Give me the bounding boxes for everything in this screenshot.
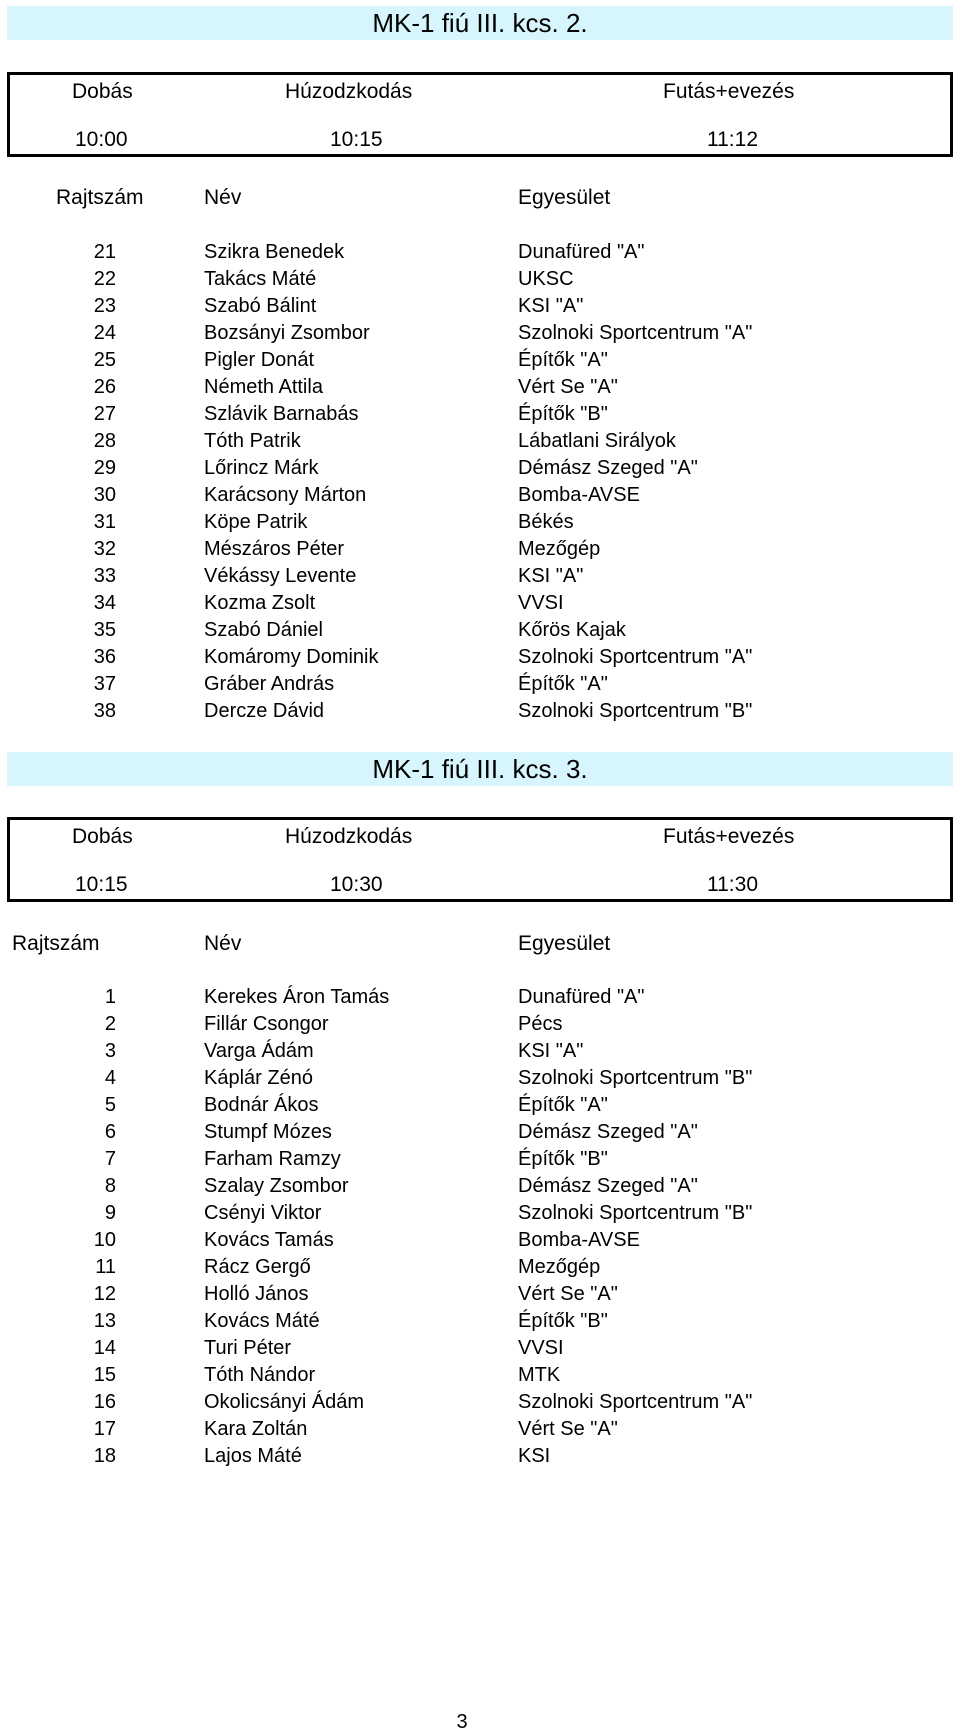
- start-number: 1: [104, 986, 116, 1008]
- table-row: [0, 401, 960, 428]
- schedule-time-futas-evezes: 11:30: [707, 873, 758, 896]
- club-name: VVSI: [518, 592, 564, 614]
- schedule-label-futas-evezes: Futás+evezés: [663, 825, 795, 848]
- club-name: Vért Se "A": [518, 1283, 618, 1305]
- table-row: [0, 1362, 960, 1389]
- column-header-rajtszam: Rajtszám: [56, 186, 144, 209]
- column-header-nev: Név: [204, 932, 242, 955]
- competitor-name: Szabó Bálint: [204, 295, 317, 317]
- start-number: 4: [104, 1067, 116, 1089]
- start-number: 30: [93, 484, 116, 506]
- table-row: [0, 1011, 960, 1038]
- page-number: 3: [456, 1711, 468, 1733]
- club-name: Pécs: [518, 1013, 563, 1035]
- club-name: Szolnoki Sportcentrum "A": [518, 646, 753, 668]
- start-number: 22: [93, 268, 116, 290]
- competitor-name: Dercze Dávid: [204, 700, 325, 722]
- start-number: 25: [93, 349, 116, 371]
- table-row: [0, 698, 960, 725]
- club-name: Bomba-AVSE: [518, 484, 640, 506]
- table-row: [0, 293, 960, 320]
- table-row: [0, 1254, 960, 1281]
- start-number: 14: [93, 1337, 116, 1359]
- schedule-time-dobas: 10:15: [75, 873, 128, 896]
- start-number: 7: [104, 1148, 116, 1170]
- start-number: 8: [104, 1175, 116, 1197]
- table-row: [0, 239, 960, 266]
- start-number: 37: [93, 673, 116, 695]
- start-number: 16: [93, 1391, 116, 1413]
- club-name: Építők "B": [518, 1148, 608, 1170]
- start-number: 28: [93, 430, 116, 452]
- club-name: Szolnoki Sportcentrum "B": [518, 1067, 753, 1089]
- competitor-name: Mészáros Péter: [204, 538, 345, 560]
- table-row: [0, 536, 960, 563]
- start-number: 10: [93, 1229, 116, 1251]
- competitor-name: Szabó Dániel: [204, 619, 323, 641]
- table-row: [0, 1443, 960, 1470]
- table-row: [0, 1416, 960, 1443]
- column-header-rajtszam: Rajtszám: [12, 932, 100, 955]
- competitor-name: Tóth Nándor: [204, 1364, 316, 1386]
- column-header-egyesulet: Egyesület: [518, 932, 611, 955]
- club-name: Lábatlani Sirályok: [518, 430, 676, 452]
- table-row: [0, 563, 960, 590]
- start-number: 36: [93, 646, 116, 668]
- start-number: 6: [104, 1121, 116, 1143]
- column-header-nev: Név: [204, 186, 242, 209]
- competitor-name: Tóth Patrik: [204, 430, 301, 452]
- club-name: Mezőgép: [518, 538, 601, 560]
- club-name: MTK: [518, 1364, 561, 1386]
- club-name: Szolnoki Sportcentrum "B": [518, 1202, 753, 1224]
- start-number: 24: [93, 322, 116, 344]
- club-name: Szolnoki Sportcentrum "A": [518, 322, 753, 344]
- club-name: Vért Se "A": [518, 1418, 618, 1440]
- schedule-time-huzodzkodas: 10:30: [330, 873, 383, 896]
- club-name: Építők "B": [518, 403, 608, 425]
- competitor-name: Németh Attila: [204, 376, 323, 398]
- start-number: 17: [93, 1418, 116, 1440]
- table-row: [0, 1065, 960, 1092]
- competitor-name: Kerekes Áron Tamás: [204, 986, 390, 1008]
- table-row: [0, 347, 960, 374]
- competitor-name: Karácsony Márton: [204, 484, 367, 506]
- schedule-label-dobas: Dobás: [72, 825, 133, 848]
- competitor-name: Kovács Máté: [204, 1310, 320, 1332]
- competitor-name: Komáromy Dominik: [204, 646, 379, 668]
- column-header-egyesulet: Egyesület: [518, 186, 611, 209]
- competitor-name: Bozsányi Zsombor: [204, 322, 370, 344]
- club-name: KSI: [518, 1445, 551, 1467]
- table-row: [0, 617, 960, 644]
- start-number: 3: [104, 1040, 116, 1062]
- start-number: 15: [93, 1364, 116, 1386]
- table-row: [0, 1335, 960, 1362]
- competitor-name: Pigler Donát: [204, 349, 315, 371]
- schedule-time-huzodzkodas: 10:15: [330, 128, 383, 151]
- schedule-box: [7, 817, 953, 902]
- club-name: Szolnoki Sportcentrum "B": [518, 700, 753, 722]
- club-name: Szolnoki Sportcentrum "A": [518, 1391, 753, 1413]
- competitor-name: Vékássy Levente: [204, 565, 357, 587]
- start-number: 11: [95, 1256, 116, 1278]
- competitor-name: Farham Ramzy: [204, 1148, 341, 1170]
- start-number: 5: [104, 1094, 116, 1116]
- competitor-name: Takács Máté: [204, 268, 317, 290]
- start-number: 9: [104, 1202, 116, 1224]
- table-row: [0, 1200, 960, 1227]
- start-number: 18: [93, 1445, 116, 1467]
- table-row: [0, 1092, 960, 1119]
- competitor-name: Fillár Csongor: [204, 1013, 329, 1035]
- club-name: Építők "A": [518, 349, 608, 371]
- start-number: 35: [93, 619, 116, 641]
- club-name: Vért Se "A": [518, 376, 618, 398]
- competitor-name: Bodnár Ákos: [204, 1094, 319, 1116]
- start-number: 38: [93, 700, 116, 722]
- start-number: 31: [93, 511, 116, 533]
- table-row: [0, 1281, 960, 1308]
- start-number: 26: [93, 376, 116, 398]
- club-name: UKSC: [518, 268, 574, 290]
- table-row: [0, 509, 960, 536]
- table-row: [0, 1389, 960, 1416]
- competitor-name: Kovács Tamás: [204, 1229, 334, 1251]
- competitor-name: Köpe Patrik: [204, 511, 308, 533]
- table-row: [0, 1173, 960, 1200]
- schedule-label-huzodzkodas: Húzodzkodás: [285, 825, 413, 848]
- competitor-name: Lajos Máté: [204, 1445, 302, 1467]
- table-row: [0, 455, 960, 482]
- table-row: [0, 590, 960, 617]
- club-name: Kőrös Kajak: [518, 619, 626, 641]
- table-row: [0, 266, 960, 293]
- club-name: Mezőgép: [518, 1256, 601, 1278]
- table-row: [0, 671, 960, 698]
- section-title: MK-1 fiú III. kcs. 2.: [7, 6, 953, 40]
- table-row: [0, 374, 960, 401]
- competitor-name: Stumpf Mózes: [204, 1121, 332, 1143]
- competitor-name: Rácz Gergő: [204, 1256, 311, 1278]
- competitor-name: Lőrincz Márk: [204, 457, 319, 479]
- table-row: [0, 1119, 960, 1146]
- entry-list: [0, 239, 960, 725]
- start-number: 32: [93, 538, 116, 560]
- competitor-name: Káplár Zénó: [204, 1067, 313, 1089]
- club-name: Démász Szeged "A": [518, 1175, 698, 1197]
- club-name: VVSI: [518, 1337, 564, 1359]
- schedule-box: [7, 72, 953, 157]
- start-number: 33: [93, 565, 116, 587]
- club-name: Dunafüred "A": [518, 241, 645, 263]
- club-name: Békés: [518, 511, 574, 533]
- competitor-name: Turi Péter: [204, 1337, 292, 1359]
- competitor-name: Kara Zoltán: [204, 1418, 308, 1440]
- schedule-label-huzodzkodas: Húzodzkodás: [285, 80, 413, 103]
- start-number: 29: [93, 457, 116, 479]
- schedule-time-futas-evezes: 11:12: [707, 128, 758, 151]
- start-number: 23: [93, 295, 116, 317]
- schedule-label-dobas: Dobás: [72, 80, 133, 103]
- club-name: KSI "A": [518, 295, 584, 317]
- start-number: 12: [93, 1283, 116, 1305]
- table-row: [0, 428, 960, 455]
- start-number: 21: [93, 241, 116, 263]
- club-name: Démász Szeged "A": [518, 457, 698, 479]
- start-number: 2: [104, 1013, 116, 1035]
- club-name: Építők "B": [518, 1310, 608, 1332]
- table-row: [0, 644, 960, 671]
- competitor-name: Szikra Benedek: [204, 241, 345, 263]
- competitor-name: Csényi Viktor: [204, 1202, 322, 1224]
- competitor-name: Varga Ádám: [204, 1040, 314, 1062]
- table-row: [0, 1227, 960, 1254]
- competitor-name: Szalay Zsombor: [204, 1175, 349, 1197]
- club-name: Építők "A": [518, 1094, 608, 1116]
- competitor-name: Okolicsányi Ádám: [204, 1391, 365, 1413]
- competitor-name: Kozma Zsolt: [204, 592, 316, 614]
- start-number: 27: [93, 403, 116, 425]
- club-name: Építők "A": [518, 673, 608, 695]
- table-row: [0, 984, 960, 1011]
- club-name: KSI "A": [518, 1040, 584, 1062]
- start-number: 13: [93, 1310, 116, 1332]
- club-name: Dunafüred "A": [518, 986, 645, 1008]
- table-row: [0, 1038, 960, 1065]
- start-number: 34: [93, 592, 116, 614]
- club-name: Démász Szeged "A": [518, 1121, 698, 1143]
- competitor-name: Holló János: [204, 1283, 309, 1305]
- schedule-label-futas-evezes: Futás+evezés: [663, 80, 795, 103]
- competitor-name: Gráber András: [204, 673, 335, 695]
- schedule-time-dobas: 10:00: [75, 128, 128, 151]
- table-row: [0, 1308, 960, 1335]
- table-row: [0, 1146, 960, 1173]
- club-name: KSI "A": [518, 565, 584, 587]
- entry-list: [0, 984, 960, 1470]
- club-name: Bomba-AVSE: [518, 1229, 640, 1251]
- competitor-name: Szlávik Barnabás: [204, 403, 359, 425]
- table-row: [0, 320, 960, 347]
- table-row: [0, 482, 960, 509]
- section-title: MK-1 fiú III. kcs. 3.: [7, 752, 953, 786]
